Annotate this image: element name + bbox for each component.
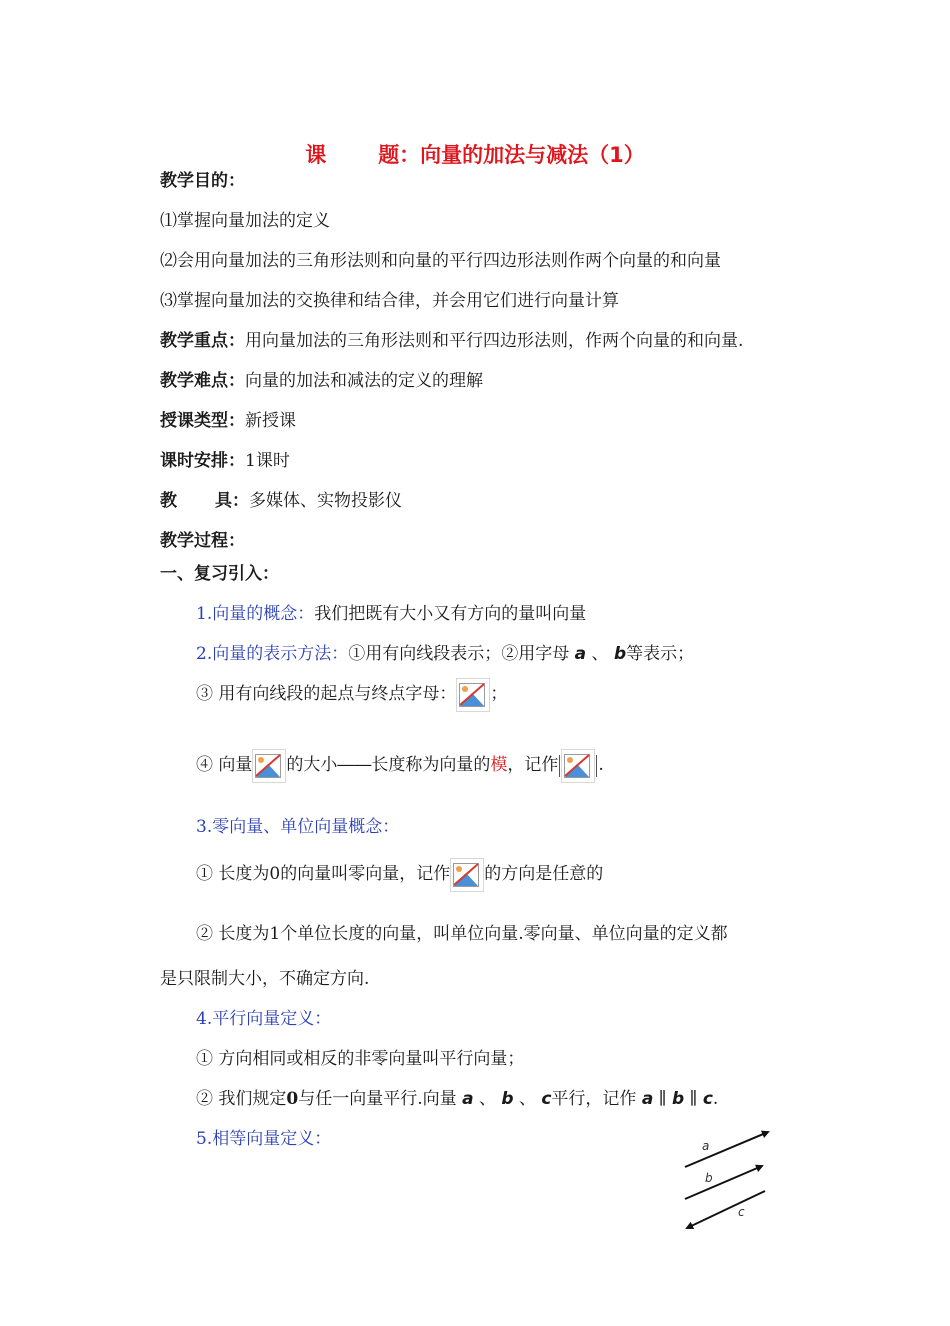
review-item-7-label: 4.平行向量定义： — [196, 1009, 332, 1029]
review-item-1-label: 1.向量的概念： — [196, 604, 315, 624]
var-a: a — [462, 1089, 474, 1109]
review-item-7: ① 方向相同或相反的非零向量叫平行向量； — [196, 1049, 525, 1069]
separator: 、 — [478, 1089, 496, 1109]
parallel-vectors-figure — [680, 1122, 780, 1234]
review-item-2-text-a: ①用有向线段表示；②用字母 — [348, 644, 570, 664]
var-a: a — [641, 1089, 654, 1109]
review-item-9-label: 5.相等向量定义： — [196, 1129, 332, 1149]
review-item-2 — [196, 643, 694, 665]
review-item-8 — [196, 1088, 718, 1110]
review-item-5 — [196, 854, 603, 894]
title-left: 课 — [305, 143, 327, 167]
modulus-term: 模 — [490, 755, 508, 775]
var-c: c — [702, 1089, 713, 1109]
var-b: b — [501, 1089, 514, 1109]
review-item-5-text-a: ① 长度为0的向量叫零向量，记作 — [196, 864, 451, 884]
review-item-2-label: 2.向量的表示方法： — [196, 644, 349, 664]
review-item-6-cont: 是只限制大小，不确定方向. — [160, 969, 370, 989]
parallel-symbol: ∥ — [658, 1089, 667, 1109]
review-item-2-text-b: 等表示； — [626, 644, 695, 664]
review-item-8-text-c: 平行，记作 — [551, 1089, 637, 1109]
title-right: 题：向量的加法与减法（1） — [378, 143, 645, 167]
var-a: a — [574, 644, 587, 664]
review-item-8-text-a: ② 我们规定 — [196, 1089, 287, 1109]
parallel-symbol: ∥ — [689, 1089, 698, 1109]
vector-b-label: b — [705, 1171, 713, 1185]
schedule-label: 课时安排： — [160, 451, 245, 471]
broken-image-icon — [561, 749, 595, 783]
review-item-4-text-b: 的大小――长度称为向量的 — [286, 755, 491, 775]
review-item-6: ② 长度为1个单位长度的向量，叫单位向量.零向量、单位向量的定义都 — [196, 924, 728, 944]
var-b: b — [613, 644, 627, 664]
separator: 、 — [518, 1089, 536, 1109]
vector-b-arrow — [685, 1166, 762, 1199]
separator: 、 — [591, 644, 609, 664]
schedule — [160, 450, 290, 472]
zero-vector: 0 — [286, 1089, 299, 1109]
var-b: b — [671, 1089, 685, 1109]
tools — [160, 490, 402, 512]
difficulty-label: 教学难点： — [160, 371, 245, 391]
review-item-1-text: 我们把既有大小又有方向的量叫向量 — [314, 604, 587, 624]
review-item-4-text-c: ，记作 — [507, 755, 559, 775]
difficulty-text: 向量的加法和减法的定义的理解 — [245, 371, 483, 391]
abs-bar-left — [559, 755, 560, 777]
key-point-label: 教学重点： — [160, 331, 245, 351]
vector-a-arrow — [685, 1132, 768, 1167]
review-item-1 — [196, 603, 586, 625]
review-item-4-end: . — [598, 755, 604, 775]
vector-c-arrow — [687, 1191, 765, 1228]
broken-image-icon — [456, 678, 490, 712]
lesson-type-text: 新授课 — [245, 411, 296, 431]
review-item-5-text-b: 的方向是任意的 — [484, 864, 604, 884]
lesson-type-label: 授课类型： — [160, 411, 245, 431]
vector-c-label: c — [738, 1205, 745, 1219]
page-title — [0, 142, 950, 168]
var-c: c — [541, 1089, 552, 1109]
broken-image-icon — [450, 858, 484, 892]
difficulty — [160, 370, 483, 392]
review-item-7-heading — [196, 1008, 331, 1030]
vector-a-label: a — [702, 1139, 710, 1153]
review-item-4 — [196, 745, 604, 785]
review-item-3-end: ； — [490, 684, 508, 704]
objectives-heading: 教学目的： — [160, 171, 245, 191]
review-item-9-heading — [196, 1128, 331, 1150]
review-item-3 — [196, 676, 507, 712]
tools-label-b: 具： — [215, 491, 249, 511]
review-item-4-text-a: ④ 向量 — [196, 755, 253, 775]
tools-label-a: 教 — [160, 491, 177, 511]
lesson-type — [160, 410, 296, 432]
review-item-8-text-b: 与任一向量平行.向量 — [298, 1089, 457, 1109]
broken-image-icon — [252, 749, 286, 783]
objective-item-3: ⑶掌握向量加法的交换律和结合律，并会用它们进行向量计算 — [160, 291, 619, 311]
tools-text: 多媒体、实物投影仪 — [249, 491, 402, 511]
section1-heading: 一、复习引入： — [160, 564, 279, 584]
key-point-text: 用向量加法的三角形法则和平行四边形法则，作两个向量的和向量. — [245, 331, 744, 351]
objective-item-2: ⑵会用向量加法的三角形法则和向量的平行四边形法则作两个向量的和向量 — [160, 251, 721, 271]
review-item-3-text: ③ 用有向线段的起点与终点字母： — [196, 684, 457, 704]
review-item-8-end: . — [712, 1089, 719, 1109]
schedule-text: 1课时 — [245, 451, 290, 471]
objective-item-1: ⑴掌握向量加法的定义 — [160, 211, 330, 231]
key-point — [160, 330, 743, 352]
review-item-5-heading — [196, 816, 399, 838]
review-item-5-label: 3.零向量、单位向量概念： — [196, 817, 400, 837]
process-heading: 教学过程： — [160, 531, 245, 551]
